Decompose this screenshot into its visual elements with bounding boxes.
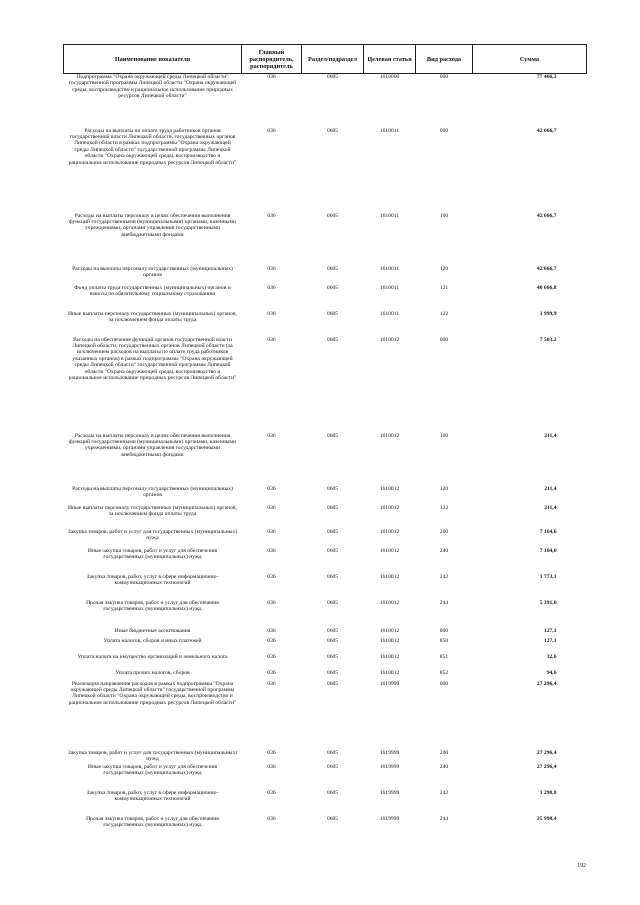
row-manager-code: 036	[267, 504, 276, 511]
row-expense-type: 200	[439, 528, 449, 535]
row-sum: 25 998,4	[536, 815, 557, 822]
row-section-code: 0605	[326, 212, 339, 219]
row-manager-code: 036	[267, 599, 276, 606]
row-target-code: 1610011	[379, 284, 400, 291]
row-section-code: 0605	[326, 763, 339, 770]
row-section-code: 0605	[326, 485, 339, 492]
row-sum: 7 164,6	[539, 547, 557, 554]
row-section-code: 0605	[326, 432, 339, 439]
row-name: Иные закупки товаров, работ и услуг для обеспечения государственных (муниципальных) нужд	[87, 547, 218, 560]
row-target-code: 1610012	[379, 669, 400, 676]
header-manager: Главный распорядитель, распорядитель	[242, 45, 302, 74]
row-manager-code: 036	[267, 653, 276, 660]
row-sum: 27 296,4	[536, 749, 557, 756]
row-target-code: 1619999	[379, 749, 400, 756]
row-section-code: 0605	[326, 528, 339, 535]
row-manager-code: 036	[267, 284, 276, 291]
row-expense-type: 242	[439, 789, 449, 796]
row-target-code: 1610011	[379, 265, 400, 272]
table-row	[64, 654, 587, 670]
row-expense-type: 240	[439, 763, 449, 770]
row-target-code: 1610011	[379, 127, 400, 134]
table-row	[64, 74, 587, 128]
row-name: Расходы на выплаты персоналу в целях обеспечения выполнения функций государственными (муниципальными) органами, казенными учреждениями, органами управления государственными внебюджетными фондами	[69, 432, 236, 458]
row-section-code: 0605	[326, 789, 339, 796]
row-expense-type: 122	[439, 310, 449, 317]
row-name: Реализация направления расходов в рамках подпрограммы "Охрана окружающей среды Липецкой области" государственной программы Липецкой области "Охрана окружающей среды, воспроизводство и рациональное использование природных ресурсов Липецкой области"	[68, 680, 237, 706]
row-sum: 1 999,9	[539, 310, 557, 317]
header-type: Вид расхода	[416, 45, 473, 74]
row-sum: 40 666,8	[536, 284, 557, 291]
row-target-code: 1610012	[379, 637, 400, 644]
table-row	[64, 128, 587, 213]
row-target-code: 1610011	[379, 310, 400, 317]
row-manager-code: 036	[267, 265, 276, 272]
row-sum: 94,6	[546, 669, 557, 676]
table-row	[64, 285, 587, 311]
row-sum: 1 298,0	[539, 789, 557, 796]
row-target-code: 1610012	[379, 336, 400, 343]
row-expense-type: 800	[439, 627, 449, 634]
row-expense-type: 000	[439, 74, 449, 80]
row-target-code: 1610012	[379, 504, 400, 511]
row-name: Закупка товаров, работ и услуг для государственных (муниципальных) нужд	[67, 749, 238, 762]
row-manager-code: 036	[267, 528, 276, 535]
row-section-code: 0605	[326, 749, 339, 756]
table-row	[64, 750, 587, 764]
table-row	[64, 764, 587, 790]
table-row	[64, 574, 587, 600]
row-sum: 127,1	[543, 637, 557, 644]
row-sum: 42 666,7	[536, 127, 557, 134]
row-sum: 42 666,7	[536, 265, 557, 272]
row-expense-type: 852	[439, 669, 449, 676]
row-section-code: 0605	[326, 504, 339, 511]
row-expense-type: 000	[439, 680, 449, 687]
row-expense-type: 122	[439, 504, 449, 511]
row-expense-type: 851	[439, 653, 449, 660]
row-section-code: 0605	[326, 284, 339, 291]
row-name: Иные бюджетные ассигнования	[114, 627, 191, 634]
row-expense-type: 120	[439, 485, 449, 492]
row-expense-type: 200	[439, 749, 449, 756]
row-section-code: 0605	[326, 310, 339, 317]
row-target-code: 1610012	[379, 599, 400, 606]
row-target-code: 1610012	[379, 627, 400, 634]
row-sum: 211,4	[544, 432, 557, 439]
row-sum: 211,4	[544, 504, 557, 511]
row-manager-code: 036	[267, 627, 276, 634]
header-name: Наименование показателя	[64, 45, 242, 74]
table-row	[64, 337, 587, 433]
row-manager-code: 036	[267, 573, 276, 580]
row-name: Расходы на обеспечение функций органов государственной власти Липецкой области, государственных органов Липецкой области (за исключением расходов на выплаты по оплате труда работников указанных органов) в рамках подпрограммы "Охрана окружающей среды Липецкой области" государственной программы Липецкой области "Охрана окружающей среды, воспроизводство и рациональное использование природных ресурсов Липецкой области"	[68, 336, 237, 381]
row-name: Уплата налога на имущество организаций и земельного налога	[77, 653, 228, 660]
page-number: 192	[577, 863, 586, 869]
row-target-code: 1610011	[379, 212, 400, 219]
row-sum: 127,1	[543, 627, 557, 634]
row-expense-type: 120	[439, 265, 449, 272]
row-section-code: 0605	[326, 336, 339, 343]
row-manager-code: 036	[267, 212, 276, 219]
row-name: Расходы на выплаты персоналу государственных (муниципальных) органов	[72, 485, 233, 498]
row-name: Уплата прочих налогов, сборов	[115, 669, 190, 676]
row-section-code: 0605	[326, 74, 339, 80]
row-expense-type: 100	[439, 212, 449, 219]
row-sum: 32,6	[546, 653, 557, 660]
row-name: Иные выплаты персоналу государственных (муниципальных) органов, за исключением фонда оплаты труда	[68, 504, 237, 517]
table-row	[64, 638, 587, 654]
row-target-code: 1610012	[379, 485, 400, 492]
table-row	[64, 790, 587, 816]
row-expense-type: 000	[439, 336, 449, 343]
table-row	[64, 266, 587, 285]
document-page	[63, 44, 586, 854]
row-manager-code: 036	[267, 127, 276, 134]
table-row	[64, 529, 587, 548]
row-expense-type: 244	[439, 815, 449, 822]
table-row	[64, 213, 587, 266]
row-manager-code: 036	[267, 749, 276, 756]
table-header-row	[64, 45, 587, 74]
row-expense-type: 000	[439, 127, 449, 134]
row-sum: 42 666,7	[536, 212, 557, 219]
row-name: Расходы на выплаты по оплате труда работников органов государственной власти Липецкой области, государственных органов Липецкой области в рамках подпрограммы "Охрана окружающей среды Липецкой области" государственной программы Липецкой области "Охрана окружающей среды, воспроизводство и рациональное использование природных ресурсов Липецкой области"	[68, 127, 237, 166]
row-sum: 1 773,1	[539, 573, 557, 580]
row-name: Закупка товаров, работ и услуг для государственных (муниципальных) нужд	[67, 528, 238, 541]
table-row	[64, 486, 587, 505]
row-manager-code: 036	[267, 637, 276, 644]
row-target-code: 1610012	[379, 432, 400, 439]
row-manager-code: 036	[267, 485, 276, 492]
row-section-code: 0605	[326, 669, 339, 676]
row-manager-code: 036	[267, 336, 276, 343]
row-target-code: 1610012	[379, 547, 400, 554]
table-row	[64, 548, 587, 574]
row-manager-code: 036	[267, 432, 276, 439]
row-target-code: 1610012	[379, 573, 400, 580]
row-sum: 211,4	[544, 485, 557, 492]
row-expense-type: 244	[439, 599, 449, 606]
row-expense-type: 121	[439, 284, 449, 291]
row-sum: 7 164,6	[539, 528, 557, 535]
row-manager-code: 036	[267, 74, 276, 80]
header-section: Раздел/подраздел	[302, 45, 364, 74]
row-name: Расходы на выплаты персоналу государственных (муниципальных) органов	[72, 265, 233, 278]
row-manager-code: 036	[267, 669, 276, 676]
row-expense-type: 240	[439, 547, 449, 554]
row-expense-type: 100	[439, 432, 449, 439]
row-manager-code: 036	[267, 815, 276, 822]
row-name: Закупка товаров, работ, услуг в сфере информационно-коммуникационных технологий	[86, 573, 219, 586]
row-sum: 77 466,3	[536, 74, 557, 80]
row-sum: 7 503,2	[539, 336, 557, 343]
table-row	[64, 628, 587, 638]
header-sum: Сумма	[473, 45, 587, 74]
row-section-code: 0605	[326, 627, 339, 634]
row-target-code: 1610012	[379, 653, 400, 660]
row-name: Подпрограмма "Охрана окружающей среды Липецкой области" государственной программы Липецкой области "Охрана окружающей среды, воспроизводство и рациональное использование природных ресурсов Липецкой области"	[68, 74, 237, 100]
row-name: Уплата налогов, сборов и иных платежей	[103, 637, 202, 644]
row-name: Прочая закупка товаров, работ и услуг для обеспечения государственных (муниципальных) нужд	[86, 815, 219, 828]
table-row	[64, 816, 587, 854]
row-section-code: 0605	[326, 637, 339, 644]
row-section-code: 0605	[326, 815, 339, 822]
row-name: Закупка товаров, работ, услуг в сфере информационно-коммуникационных технологий	[86, 789, 219, 802]
row-target-code: 1619999	[379, 680, 400, 687]
row-name: Расходы на выплаты персоналу в целях обеспечения выполнения функций государственными (муниципальными) органами, казенными учреждениями, органами управления государственными внебюджетными фондами	[69, 212, 236, 238]
row-target-code: 1610000	[379, 74, 400, 80]
row-section-code: 0605	[326, 547, 339, 554]
table-row	[64, 681, 587, 750]
row-section-code: 0605	[326, 573, 339, 580]
table-row	[64, 433, 587, 486]
row-sum: 27 296,4	[536, 680, 557, 687]
row-name: Иные выплаты персоналу государственных (муниципальных) органов, за исключением фонда оплаты труда	[68, 310, 237, 323]
row-name: Иные закупки товаров, работ и услуг для обеспечения государственных (муниципальных) нужд	[87, 763, 218, 776]
row-manager-code: 036	[267, 680, 276, 687]
row-section-code: 0605	[326, 599, 339, 606]
row-manager-code: 036	[267, 763, 276, 770]
row-target-code: 1610012	[379, 528, 400, 535]
row-target-code: 1619999	[379, 815, 400, 822]
row-sum: 27 296,4	[536, 763, 557, 770]
table-row	[64, 311, 587, 337]
row-name: Прочая закупка товаров, работ и услуг для обеспечения государственных (муниципальных) нужд	[86, 599, 219, 612]
row-manager-code: 036	[267, 547, 276, 554]
row-sum: 5 391,6	[539, 599, 557, 606]
row-expense-type: 850	[439, 637, 449, 644]
budget-table	[63, 44, 587, 854]
header-target: Целевая статья	[364, 45, 416, 74]
row-manager-code: 036	[267, 789, 276, 796]
row-section-code: 0605	[326, 680, 339, 687]
table-row	[64, 670, 587, 681]
row-expense-type: 242	[439, 573, 449, 580]
row-target-code: 1619999	[379, 763, 400, 770]
row-name: Фонд оплаты труда государственных (муниципальных) органов и взносы по обязательному социальному страхованию	[74, 284, 231, 297]
row-section-code: 0605	[326, 265, 339, 272]
row-section-code: 0605	[326, 653, 339, 660]
table-row	[64, 600, 587, 628]
row-manager-code: 036	[267, 310, 276, 317]
table-row	[64, 505, 587, 529]
row-section-code: 0605	[326, 127, 339, 134]
row-target-code: 1619999	[379, 789, 400, 796]
